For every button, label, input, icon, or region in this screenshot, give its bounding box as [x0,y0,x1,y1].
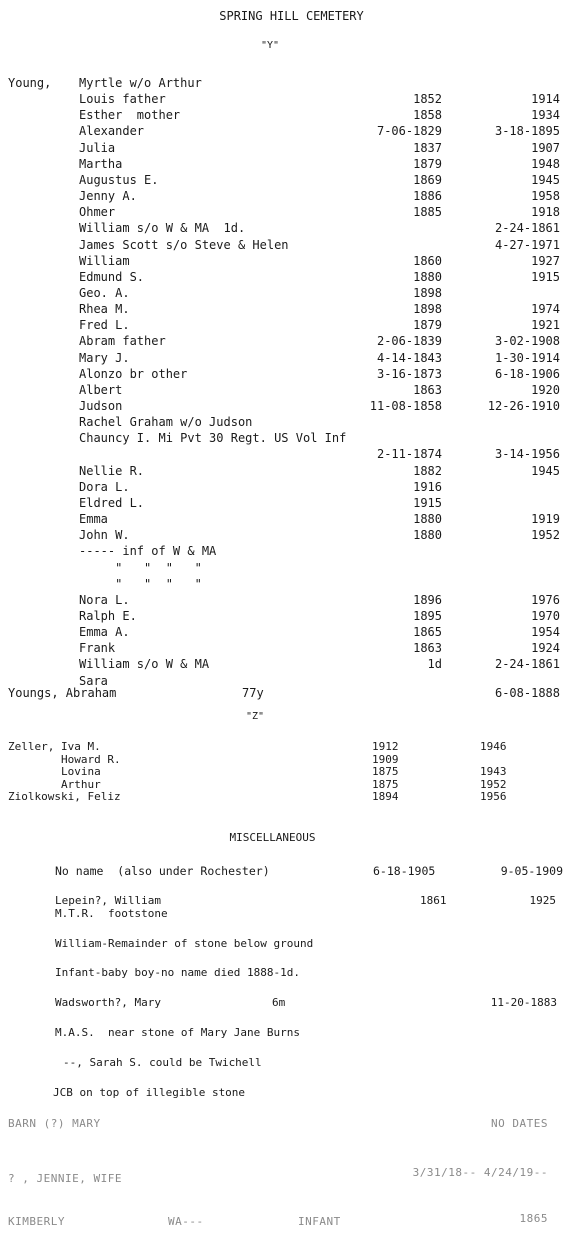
young-row-born: 3-16-1873 [376,366,442,381]
z-row-name: Howard R. [8,752,121,766]
young-row-name: Emma A. [79,625,130,640]
young-row-name: Eldred L. [79,495,145,510]
misc-jcb: JCB on top of illegible stone [53,1086,246,1099]
young-row-died: 1945 [531,463,560,478]
misc-william-remainder: William-Remainder of stone below ground [55,937,314,950]
young-row-died: 1974 [531,302,560,317]
young-row-name: Dora L. [79,479,130,494]
young-row-name: John W. [79,528,130,543]
young-row-died: 1958 [531,189,560,203]
young-row-name: Rachel Graham w/o Judson [79,415,253,430]
young-row-died: 12-26-1910 [487,399,560,413]
young-row-born: 1858 [413,108,442,123]
young-row-born: 11-08-1858 [369,399,442,413]
misc-infant: Infant-baby boy-no name died 1888-1d. [55,966,301,979]
young-row-name: Jenny A. [79,189,137,203]
misc-wadsworth-age: 6m [272,996,286,1009]
young-row-name: ----- inf of W & MA [79,544,217,559]
young-row-name: Martha [79,156,123,171]
young-row-died: 2-24-1861 [494,657,560,672]
young-row-born: 1880 [413,512,442,526]
young-row-died: 4-27-1971 [494,237,560,252]
faint-line1-name: BARN (?) MARY [8,1117,101,1130]
misc-lepein-line2: M.T.R. footstone [55,907,168,920]
young-row-died: 1918 [531,205,560,220]
young-surname: Young, [8,76,52,90]
young-row-name: " " " " [79,560,202,575]
young-row-name: William [79,253,130,268]
young-row-name: Ohmer [79,205,116,220]
section-heading-y: "Y" [260,40,280,51]
z-row-born: 1875 [372,777,399,791]
young-row-name: Myrtle w/o Arthur [79,76,202,90]
misc-no-name-died: 9-05-1909 [500,864,563,878]
young-row-name: Frank [79,641,116,656]
young-row-born: 4-14-1843 [376,350,442,365]
young-row-died: 3-18-1895 [494,124,560,139]
young-row-died: 3-02-1908 [494,334,560,349]
young-row-died: 1934 [531,108,560,123]
young-row-name: Augustus E. [79,172,159,187]
faint-line2-name: ? , JENNIE, WIFE [8,1172,122,1185]
faint-line3-c: INFANT [298,1215,341,1228]
young-row-born: 1898 [413,302,442,317]
young-row-born: 2-06-1839 [376,334,442,349]
young-row-name: Judson [79,399,123,413]
misc-lepein-born: 1861 [420,894,447,907]
misc-no-name-born: 6-18-1905 [373,864,436,878]
young-row-died: 1945 [531,172,560,187]
faint-line1-right: NO DATES [491,1117,548,1130]
misc-mas: M.A.S. near stone of Mary Jane Burns [55,1026,301,1039]
young-row-born: 1882 [413,463,442,478]
young-row-name: Julia [79,140,116,155]
z-row-name: Zeller, Iva M. [8,740,101,753]
young-row-born: 1896 [413,592,442,607]
young-row-died: 1924 [531,641,560,656]
young-row-name: Abram father [79,334,166,349]
young-row-died: 1921 [531,318,560,333]
z-row-born: 1894 [372,790,399,804]
faint-line3-d: 1865 [519,1212,548,1225]
young-row-born: 1d [427,657,442,672]
z-row-name: Lovina [8,765,101,779]
young-row-born: 1880 [413,269,442,284]
young-row-born: 1886 [413,189,442,203]
misc-heading: MISCELLANEOUS [229,831,316,844]
z-row-born: 1912 [372,740,399,753]
z-row-died: 1952 [480,777,507,791]
young-row-name: Albert [79,382,123,397]
young-row-died: 1976 [531,592,560,607]
young-row-born: 7-06-1829 [376,124,442,139]
young-row-died: 1920 [531,382,560,397]
misc-sarah: --, Sarah S. could be Twichell [63,1056,262,1069]
z-row-died: 1943 [480,765,507,779]
young-row-name: Alexander [79,124,145,139]
z-row-born: 1875 [372,765,399,779]
young-row-died: 1915 [531,269,560,284]
young-row-name: Rhea M. [79,302,130,317]
young-row-born: 1837 [413,140,442,155]
page-title: SPRING HILL CEMETERY [219,9,364,23]
young-row-born: 1885 [413,205,442,220]
young-row-born: 1865 [413,625,442,640]
young-row-died: 1919 [531,512,560,526]
young-row-died: 1948 [531,156,560,171]
young-row-born: 1898 [413,285,442,300]
young-row-name: " " " " [79,576,202,591]
young-row-died: 1927 [531,253,560,268]
z-row-born: 1909 [372,752,399,766]
young-row-born: 1860 [413,253,442,268]
faint-line3-a: KIMBERLY [8,1215,65,1228]
young-row-name: Nora L. [79,592,130,607]
young-row-died: 1970 [531,608,560,623]
youngs-name: Youngs, Abraham [8,686,117,700]
z-row-died: 1946 [480,740,507,753]
section-heading-z: "Z" [245,711,265,722]
young-row-name: Mary J. [79,350,130,365]
misc-no-name-text: No name (also under Rochester) [55,864,270,878]
young-row-born: 1895 [413,608,442,623]
young-row-name: Nellie R. [79,463,145,478]
young-row-born: 1879 [413,318,442,333]
misc-lepein-line1: Lepein?, William [55,894,161,907]
young-row-name: James Scott s/o Steve & Helen [79,237,289,252]
young-row-born: 1863 [413,382,442,397]
z-row-name: Ziolkowski, Feliz [8,790,121,804]
youngs-age: 77y [242,686,264,700]
young-row-name: Sara [79,673,108,688]
young-row-died: 1952 [531,528,560,543]
young-row-name: Fred L. [79,318,130,333]
young-row-died: 3-14-1956 [494,447,560,462]
young-row-died: 6-18-1906 [494,366,560,381]
z-row-name: Arthur [8,777,101,791]
young-row-died: 1914 [531,92,560,107]
young-row-born: 1863 [413,641,442,656]
young-row-name: Geo. A. [79,285,130,300]
young-row-died: 1-30-1914 [494,350,560,365]
z-row-died: 1956 [480,790,507,804]
misc-wadsworth-died: 11-20-1883 [490,996,557,1009]
young-row-born: 2-11-1874 [376,447,442,462]
young-row-name: Edmund S. [79,269,145,284]
young-row-born: 1880 [413,528,442,543]
youngs-died: 6-08-1888 [494,686,560,700]
young-row-name: Alonzo br other [79,366,188,381]
young-row-died: 2-24-1861 [494,221,560,236]
young-row-name: William s/o W & MA 1d. [79,221,246,236]
young-row-born: 1915 [413,495,442,510]
misc-wadsworth-name: Wadsworth?, Mary [55,996,161,1009]
young-row-name: Ralph E. [79,608,137,623]
young-row-name: Louis father [79,92,166,107]
young-row-name: William s/o W & MA [79,657,210,672]
young-row-died: 1907 [531,140,560,155]
faint-line2-right: 3/31/18-- 4/24/19-- [412,1166,548,1179]
young-row-died: 1954 [531,625,560,640]
young-row-born: 1879 [413,156,442,171]
young-row-name: Emma [79,512,108,526]
young-row-name: Chauncy I. Mi Pvt 30 Regt. US Vol Inf [79,431,347,446]
faint-line3-b: WA--- [168,1215,204,1228]
young-row-name: Esther mother [79,108,181,123]
young-row-born: 1916 [413,479,442,494]
misc-lepein-died: 1925 [529,894,556,907]
young-row-born: 1869 [413,172,442,187]
young-row-born: 1852 [413,92,442,107]
